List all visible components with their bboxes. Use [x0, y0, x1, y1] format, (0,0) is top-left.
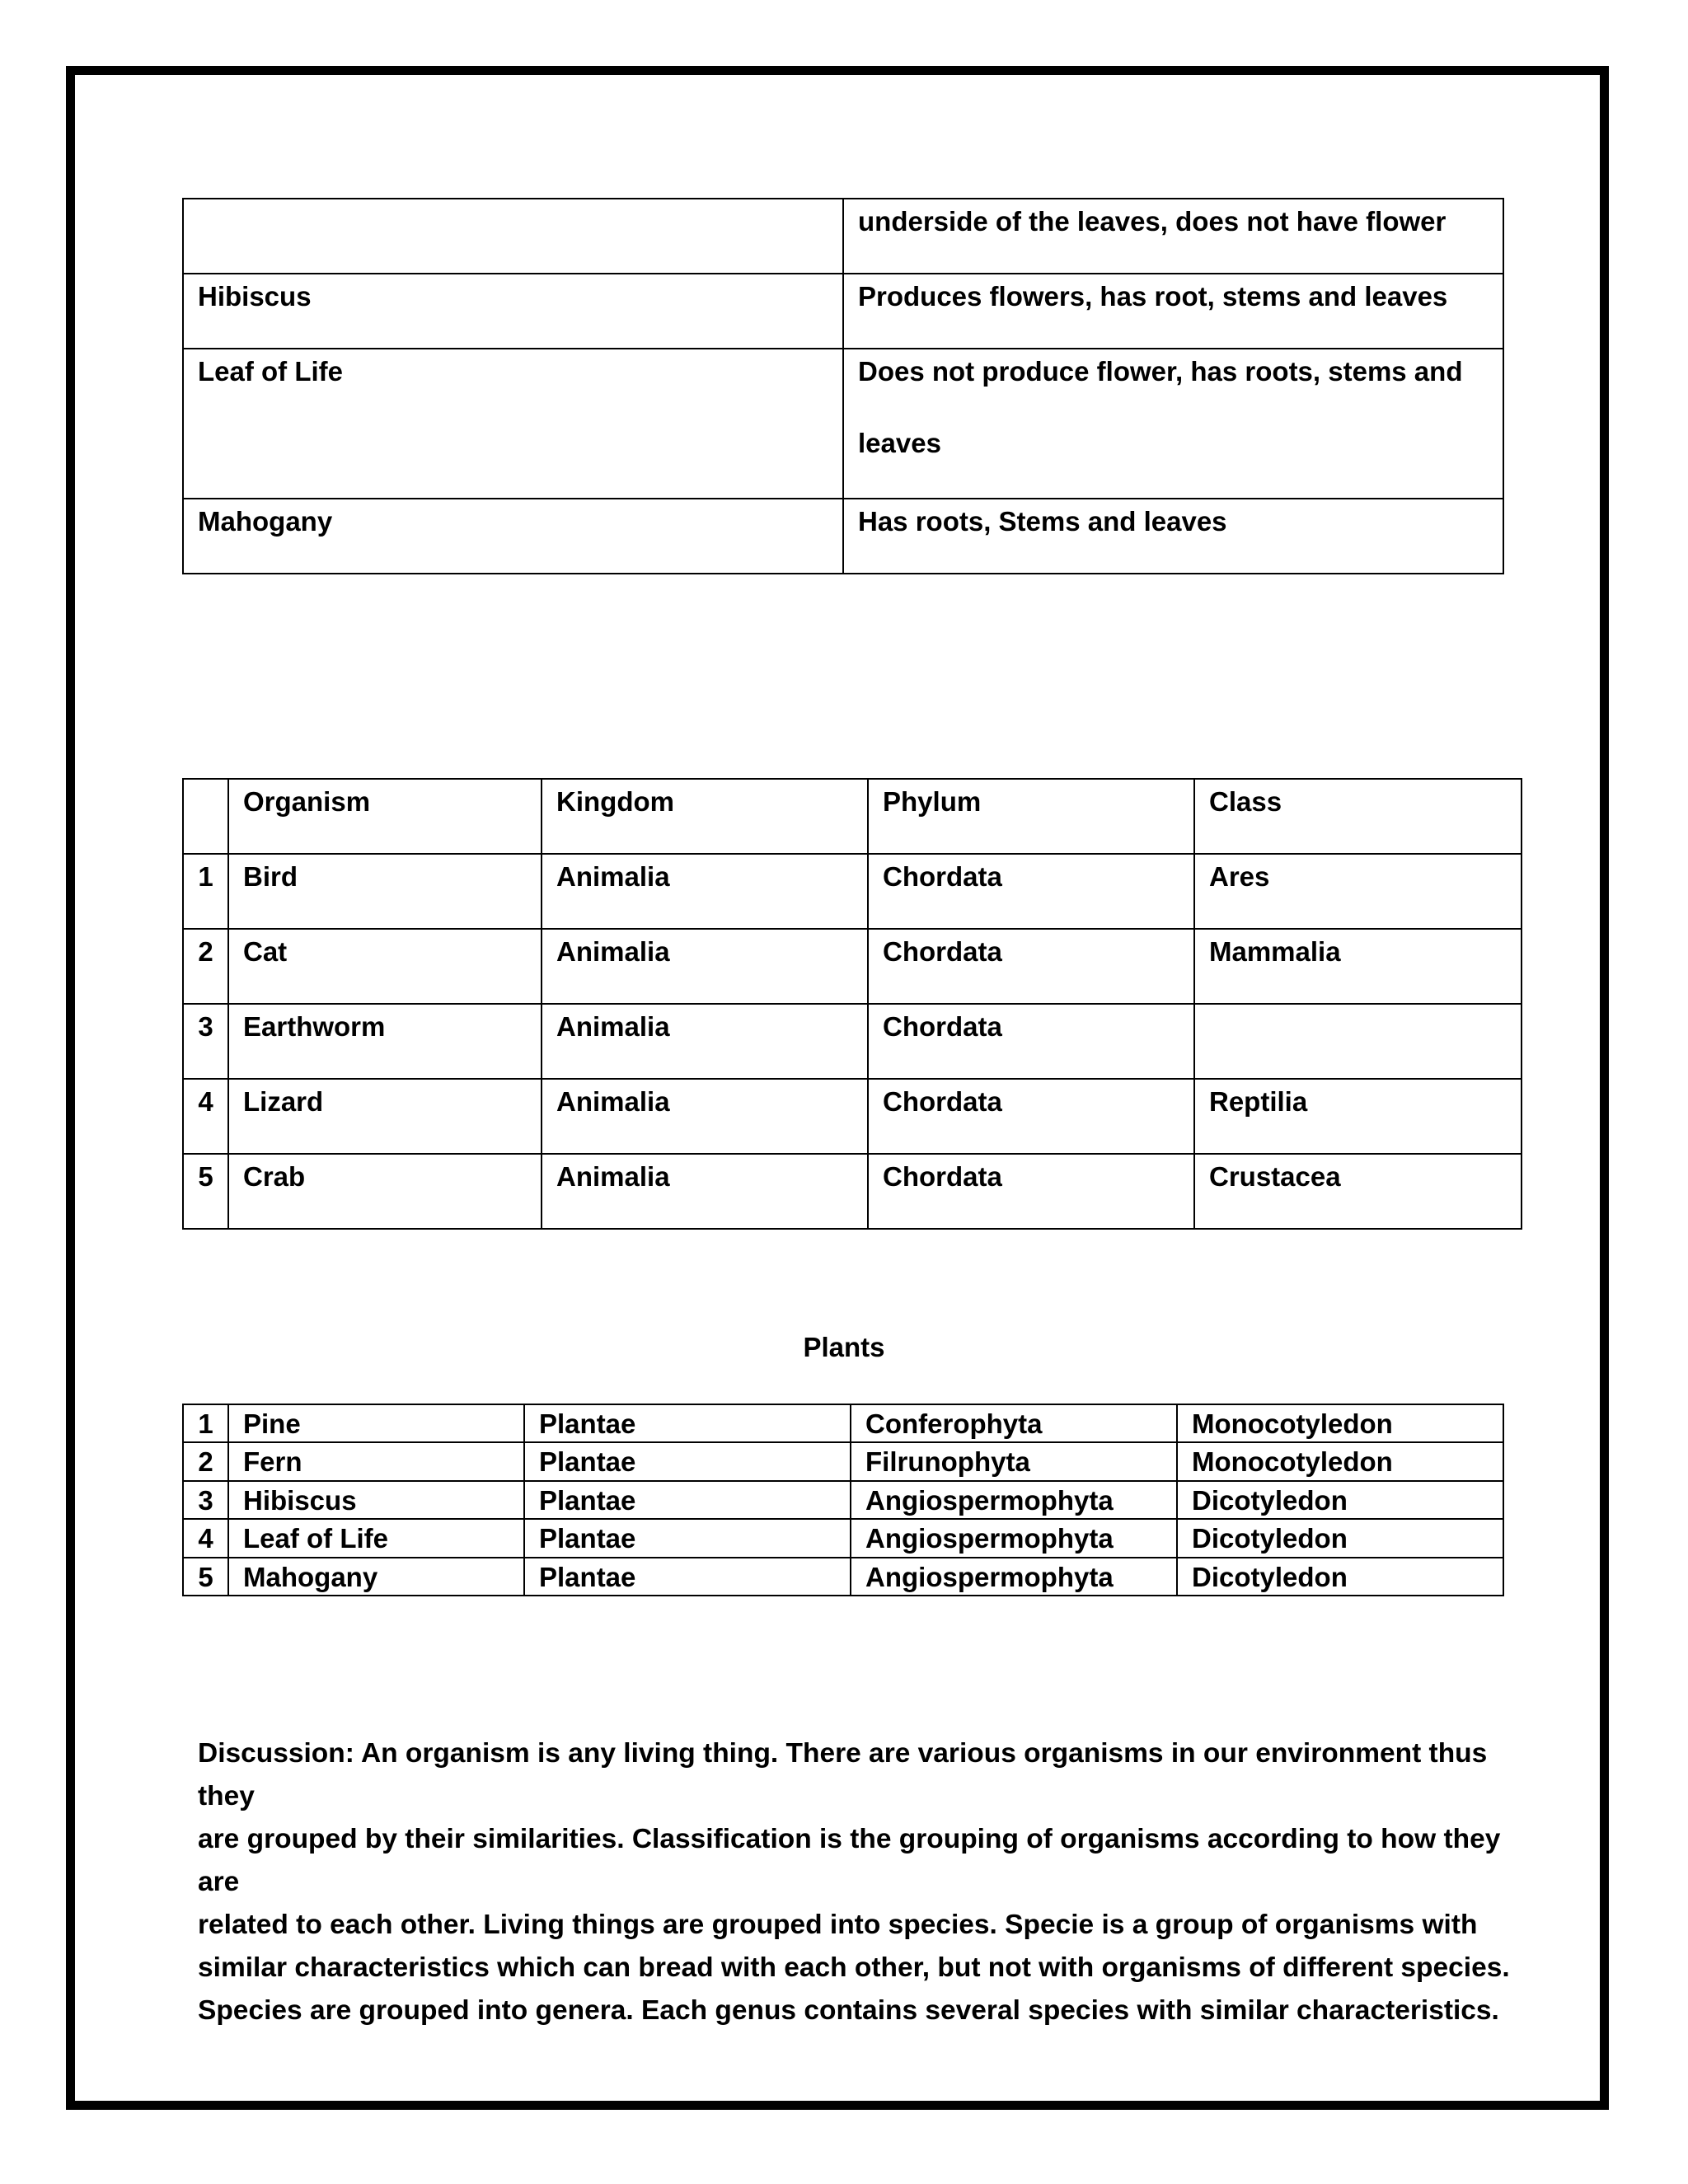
organism-cell: Leaf of Life [183, 349, 843, 499]
discussion-paragraph [198, 1732, 1517, 2032]
organism-cell: Fern [228, 1442, 524, 1480]
discussion-line: related to each other. Living things are grouped into species. Specie is a group of organisms with [198, 1910, 1478, 1940]
class-cell: Monocotyledon [1177, 1404, 1503, 1442]
kingdom-cell: Plantae [524, 1404, 851, 1442]
table-row [183, 1519, 1503, 1557]
kingdom-cell: Animalia [542, 929, 868, 1004]
organism-cell: Mahogany [228, 1558, 524, 1596]
description-cell [843, 349, 1503, 499]
discussion-line: Species are grouped into genera. Each genus contains several species with similar characteristics. [198, 1995, 1499, 2026]
class-cell: Crustacea [1194, 1154, 1522, 1229]
phylum-cell: Angiospermophyta [851, 1481, 1177, 1519]
description-line: leaves [858, 428, 941, 458]
header-cell: Kingdom [542, 779, 868, 854]
table-row [183, 1442, 1503, 1480]
phylum-cell: Chordata [868, 1154, 1194, 1229]
row-number: 2 [183, 929, 228, 1004]
row-number: 2 [183, 1442, 228, 1480]
organism-cell: Mahogany [183, 499, 843, 574]
phylum-cell: Conferophyta [851, 1404, 1177, 1442]
class-cell: Dicotyledon [1177, 1481, 1503, 1519]
row-number: 3 [183, 1481, 228, 1519]
plants-heading: Plants [803, 1332, 885, 1362]
kingdom-cell: Animalia [542, 1154, 868, 1229]
table-row [183, 1154, 1522, 1229]
class-cell: Dicotyledon [1177, 1558, 1503, 1596]
table-row [183, 1404, 1503, 1442]
table-row [183, 199, 1503, 274]
kingdom-cell: Animalia [542, 1079, 868, 1154]
header-cell: Organism [228, 779, 542, 854]
class-cell [1194, 1004, 1522, 1079]
organism-cell: Lizard [228, 1079, 542, 1154]
description-line: Does not produce flower, has roots, stems and [858, 356, 1463, 387]
description-cell: underside of the leaves, does not have flower [843, 199, 1503, 274]
phylum-cell: Filrunophyta [851, 1442, 1177, 1480]
plant-classification-table [182, 1404, 1504, 1596]
discussion-line: are grouped by their similarities. Classification is the grouping of organisms according to how they are [198, 1824, 1501, 1897]
table-row [183, 1558, 1503, 1596]
row-number: 5 [183, 1558, 228, 1596]
phylum-cell: Chordata [868, 854, 1194, 929]
description-cell: Produces flowers, has root, stems and leaves [843, 274, 1503, 349]
organism-cell: Pine [228, 1404, 524, 1442]
table-row [183, 349, 1503, 499]
row-number: 1 [183, 854, 228, 929]
class-cell: Ares [1194, 854, 1522, 929]
organism-cell: Bird [228, 854, 542, 929]
description-cell: Has roots, Stems and leaves [843, 499, 1503, 574]
table-row [183, 929, 1522, 1004]
header-cell: Class [1194, 779, 1522, 854]
phylum-cell: Chordata [868, 1004, 1194, 1079]
header-cell: Phylum [868, 779, 1194, 854]
phylum-cell: Chordata [868, 929, 1194, 1004]
organism-cell: Cat [228, 929, 542, 1004]
row-number: 1 [183, 1404, 228, 1442]
discussion-line: Discussion: An organism is any living thing. There are various organisms in our environment thus they [198, 1738, 1488, 1811]
phylum-cell: Angiospermophyta [851, 1519, 1177, 1557]
table-row [183, 274, 1503, 349]
row-number: 4 [183, 1079, 228, 1154]
kingdom-cell: Plantae [524, 1481, 851, 1519]
kingdom-cell: Plantae [524, 1558, 851, 1596]
header-cell [183, 779, 228, 854]
plant-features-table [182, 198, 1504, 574]
kingdom-cell: Plantae [524, 1519, 851, 1557]
table-header-row [183, 779, 1522, 854]
row-number: 4 [183, 1519, 228, 1557]
kingdom-cell: Animalia [542, 1004, 868, 1079]
kingdom-cell: Plantae [524, 1442, 851, 1480]
organism-cell: Hibiscus [183, 274, 843, 349]
kingdom-cell: Animalia [542, 854, 868, 929]
table-row [183, 1079, 1522, 1154]
organism-cell [183, 199, 843, 274]
phylum-cell: Angiospermophyta [851, 1558, 1177, 1596]
phylum-cell: Chordata [868, 1079, 1194, 1154]
class-cell: Reptilia [1194, 1079, 1522, 1154]
row-number: 5 [183, 1154, 228, 1229]
organism-cell: Earthworm [228, 1004, 542, 1079]
class-cell: Mammalia [1194, 929, 1522, 1004]
table-row [183, 499, 1503, 574]
table-row [183, 854, 1522, 929]
class-cell: Monocotyledon [1177, 1442, 1503, 1480]
discussion-line: similar characteristics which can bread with each other, but not with organisms of different species. [198, 1952, 1510, 1983]
table-row [183, 1481, 1503, 1519]
organism-cell: Crab [228, 1154, 542, 1229]
organism-cell: Leaf of Life [228, 1519, 524, 1557]
organism-cell: Hibiscus [228, 1481, 524, 1519]
animal-classification-table [182, 778, 1522, 1230]
table-row [183, 1004, 1522, 1079]
row-number: 3 [183, 1004, 228, 1079]
class-cell: Dicotyledon [1177, 1519, 1503, 1557]
